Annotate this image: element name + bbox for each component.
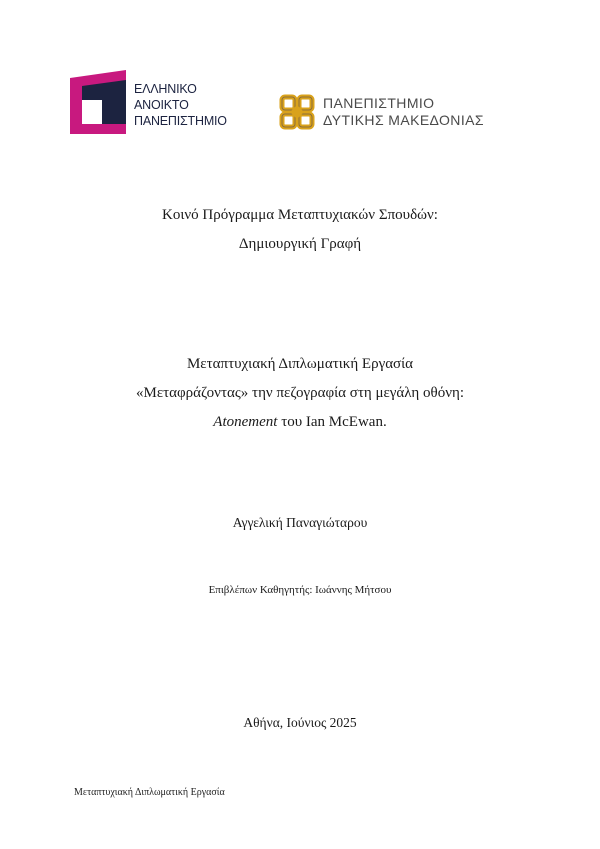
work-title: Atonement — [213, 414, 278, 430]
thesis-type: Μεταπτυχιακή Διπλωματική Εργασία — [186, 356, 414, 372]
work-author: του Ian McEwan. — [277, 414, 387, 430]
supervisor: Επιβλέπων Καθηγητής: Ιωάννης Μήτσου — [208, 584, 392, 596]
page-footer: Μεταπτυχιακή Διπλωματική Εργασία — [74, 787, 225, 798]
eap-logo-text: ΕΛΛΗΝΙΚΟ ΑΝΟΙΚΤΟ ΠΑΝΕΠΙΣΤΗΜΙΟ — [134, 82, 227, 128]
uowm-logo-text: ΠΑΝΕΠΙΣΤΗΜΙΟ ΔΥΤΙΚΗΣ ΜΑΚΕΔΟΝΙΑΣ — [323, 95, 484, 128]
eap-logo-mark — [70, 70, 132, 134]
program-subtitle: Δημιουργική Γραφή — [238, 236, 362, 252]
thesis-subtitle — [0, 414, 600, 431]
program-title: Κοινό Πρόγραμμα Μεταπτυχιακών Σπουδών: — [162, 207, 438, 223]
uowm-knot-emblem — [277, 92, 317, 132]
student-name: Αγγελική Παναγιώταρου — [232, 515, 368, 530]
place-date: Αθήνα, Ιούνιος 2025 — [243, 715, 357, 730]
thesis-title: «Μεταφράζοντας» την πεζογραφία στη μεγάλη οθόνη: — [136, 385, 464, 401]
uowm-logo — [277, 92, 517, 132]
eap-logo — [70, 70, 245, 134]
